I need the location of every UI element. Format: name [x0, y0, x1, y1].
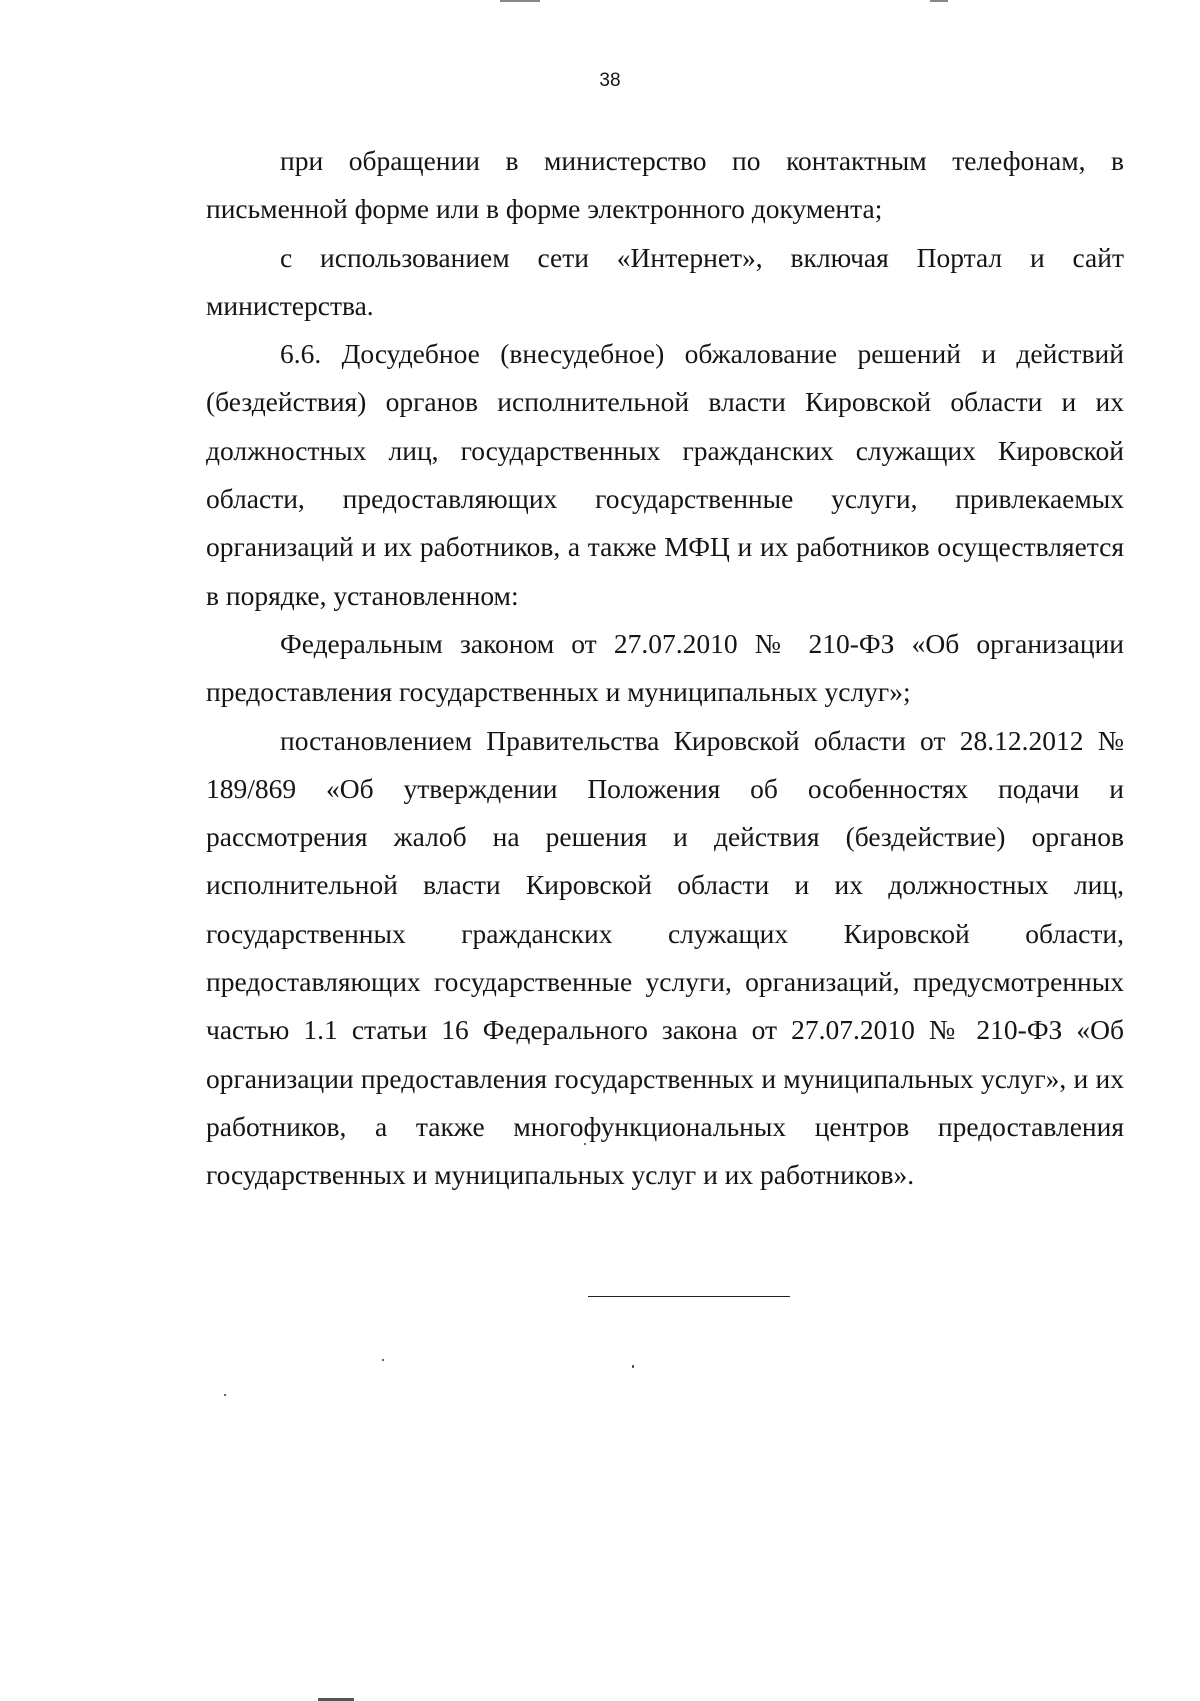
page-number: 38 [599, 70, 621, 91]
paragraph-resolution: постановлением Правительства Кировской области от 28.12.2012 № 189/869 «Об утверждении Положения об особенностях подачи и рассмотрения жалоб на решения и действия (бездействие) органов исполнительной власти Кировской области и их должностных лиц, государственных гражданских служащих Кировской области, предоставляющих государственные услуги, организаций, предусмотренных частью 1.1 статьи 16 Федерального закона от 27.07.2010 № 210-ФЗ «Об организации предоставления государственных и муниципальных услуг», и их работников, а также многофункциональных центров предоставления государственных и муниципальных услуг и их работников». [206, 724, 1124, 1191]
scan-artifact [930, 0, 948, 2]
scan-speck [584, 1143, 586, 1145]
end-of-document-rule [588, 1296, 790, 1297]
scan-artifact [500, 0, 540, 2]
scan-speck [224, 1394, 226, 1396]
paragraph-federal-law: Федеральным законом от 27.07.2010 № 210-ФЗ «Об организации предоставления государственных и муниципальных услуг»; [206, 627, 1124, 708]
paragraph-contact-methods: при обращении в министерство по контактным телефонам, в письменной форме или в форме электронного документа; [206, 145, 1124, 225]
scan-speck [382, 1359, 384, 1361]
scan-speck [632, 1365, 634, 1368]
paragraph-section-6-6: 6.6. Досудебное (внесудебное) обжалование решений и действий (бездействия) органов исполнительной власти Кировской области и их должностных лиц, государственных гражданских служащих Кировской области, предоставляющих государственные услуги, привлекаемых организаций и их работников, а также МФЦ и их работников осуществляется в порядке, установленном: [206, 338, 1124, 611]
document-body [206, 137, 1124, 1200]
paragraph-internet: с использованием сети «Интернет», включая Портал и сайт министерства. [206, 241, 1124, 321]
